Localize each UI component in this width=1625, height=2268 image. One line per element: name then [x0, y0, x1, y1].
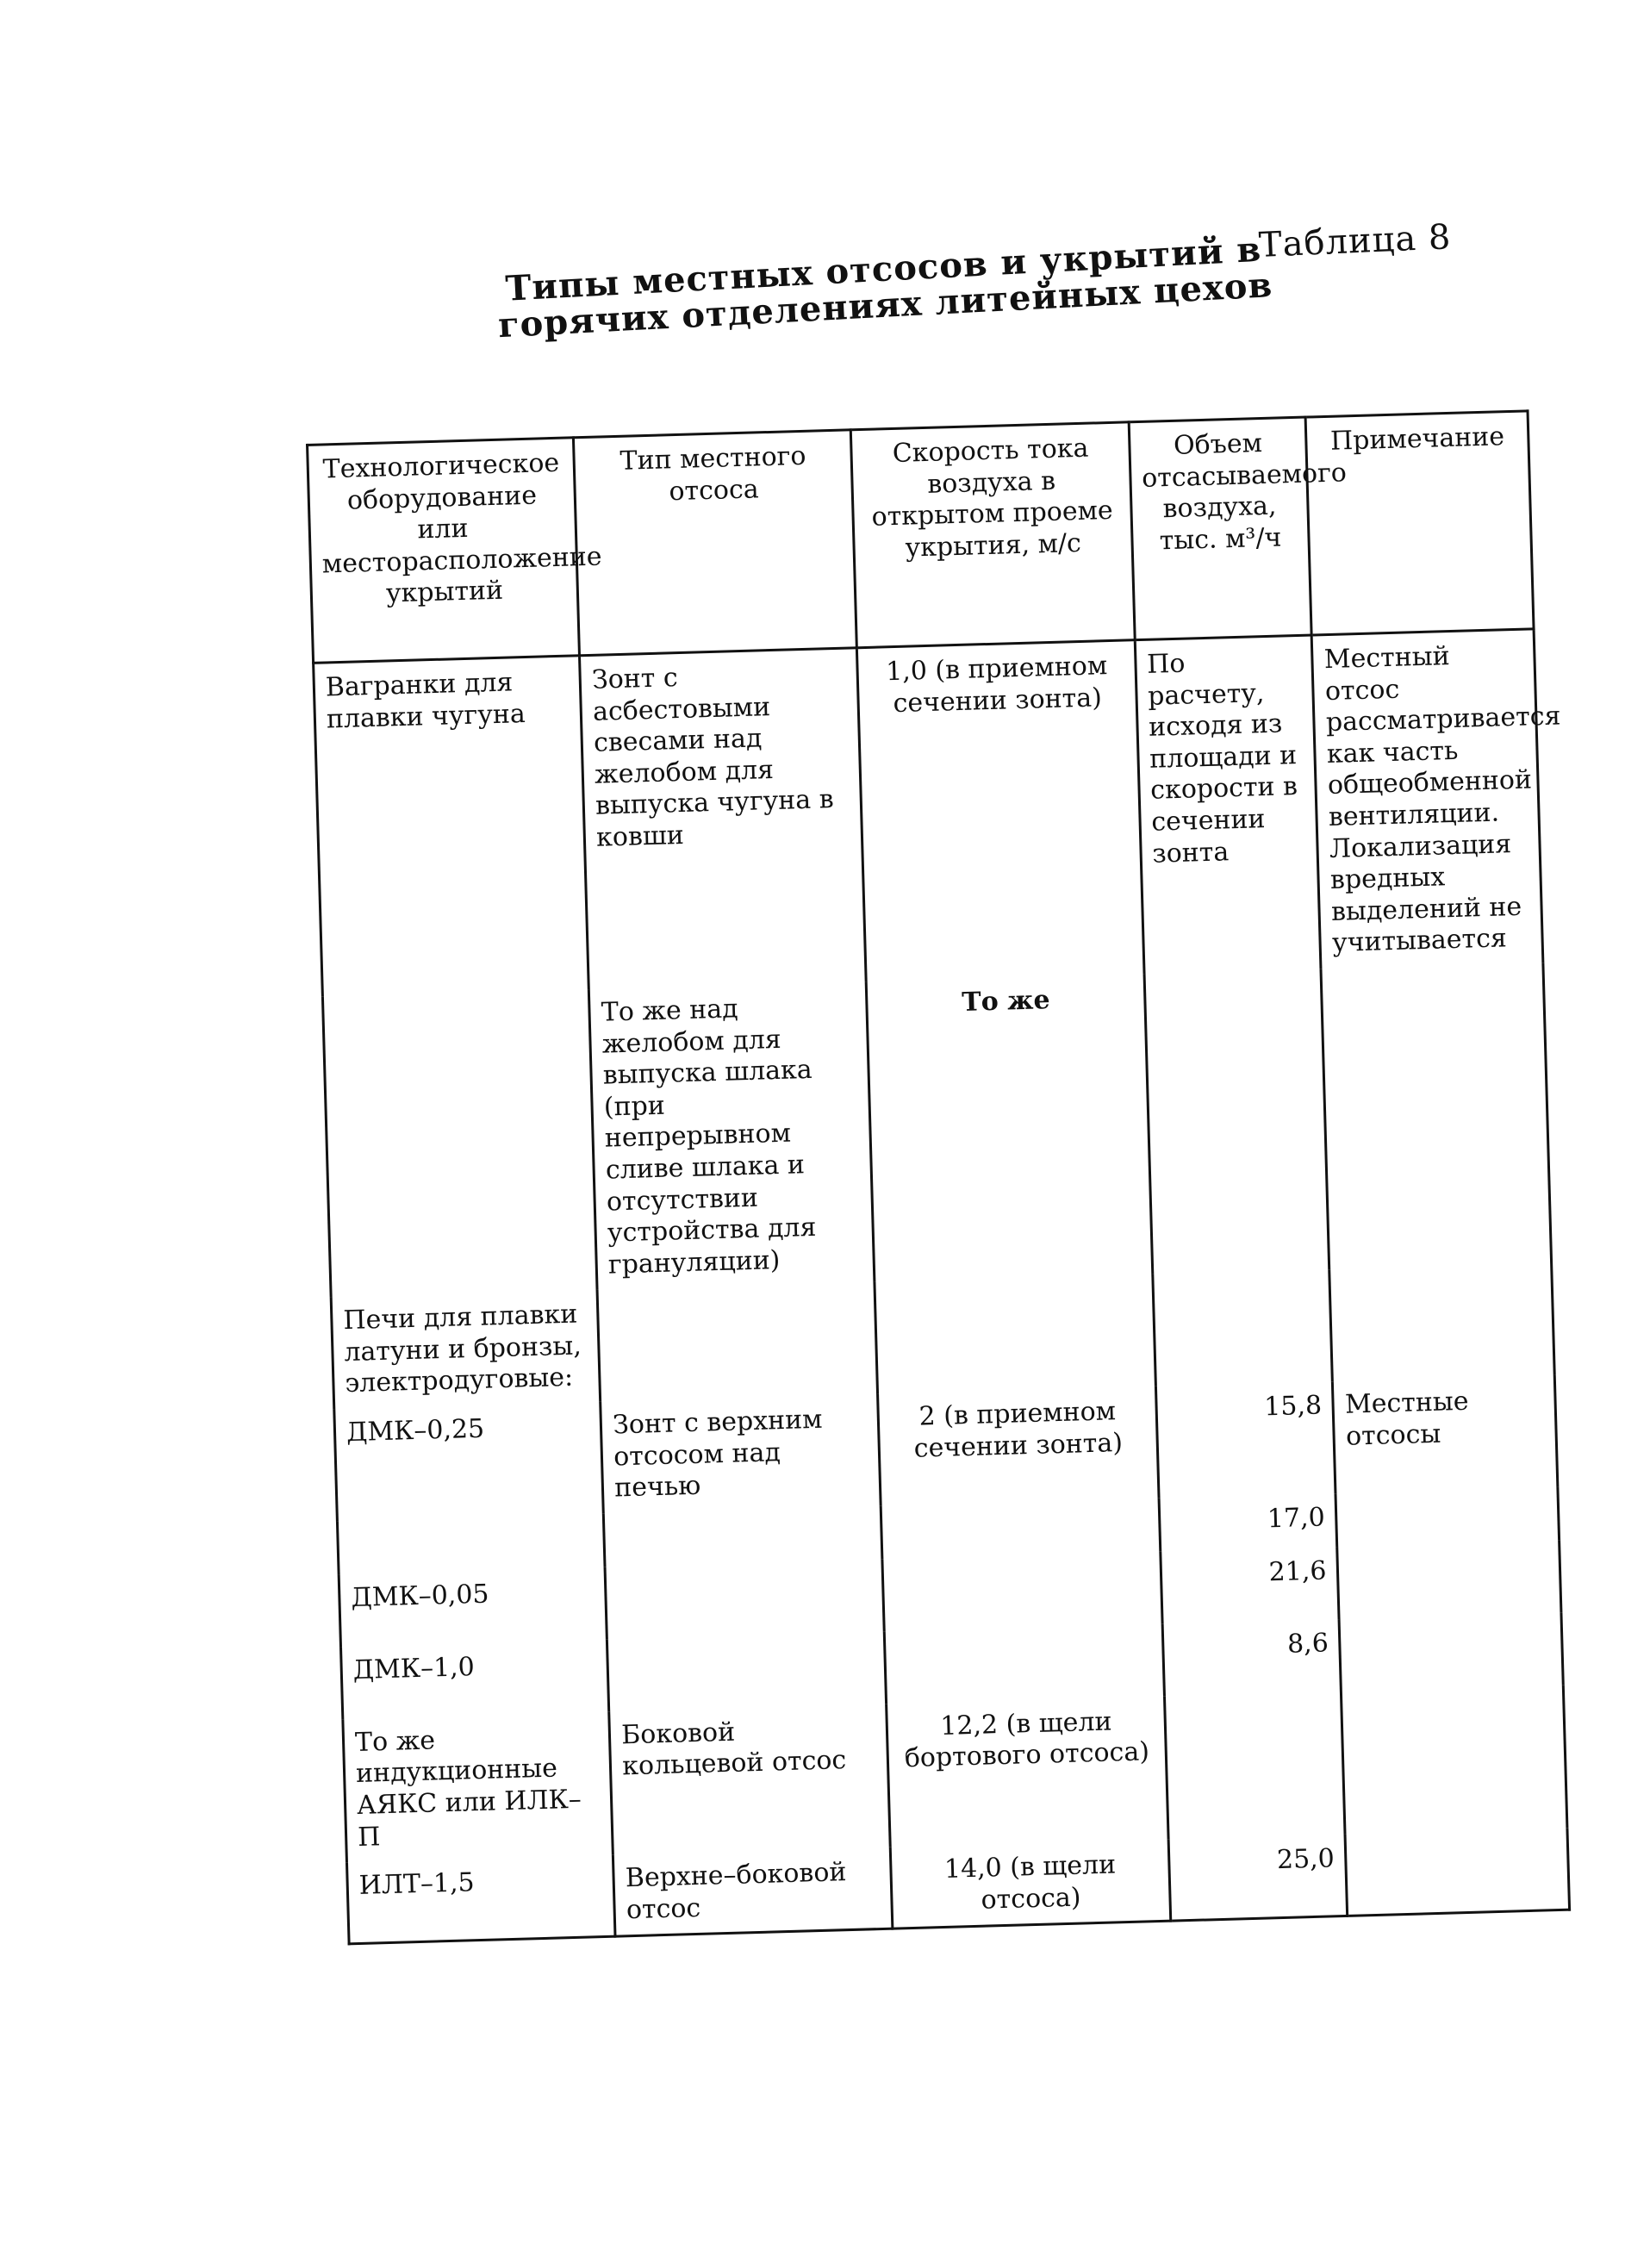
header-volume: Объем отсасываемого воздуха, тыс. м³/ч: [1129, 417, 1312, 640]
volume-cell: 15,8: [1155, 1381, 1335, 1498]
document-title: Типы местных отсосов и укрытий в горячих отделениях литейных цехов: [496, 228, 1274, 346]
speed-cell: То же: [867, 974, 1153, 1282]
note-cell: Местные отсосы: [1333, 1375, 1558, 1493]
type-cell: [597, 1282, 878, 1402]
equipment-cell: ДМК–0,05: [339, 1567, 607, 1648]
speed-cell: [881, 1498, 1161, 1560]
volume-cell: По расчету, исходя из площади и скорости в сечении зонта: [1135, 635, 1322, 974]
note-cell: [1329, 1263, 1554, 1381]
equipment-cell: [337, 1514, 605, 1575]
note-cell: [1321, 963, 1551, 1269]
type-cell: Зонт с асбестовыми свесами над желобом для выпуска чугуна в ковши: [580, 648, 867, 989]
note-cell: [1335, 1487, 1559, 1547]
note-cell: [1339, 1613, 1563, 1692]
equipment-cell: ИЛТ–1,5: [346, 1855, 615, 1944]
note-cell: [1342, 1685, 1567, 1835]
type-cell: Боковой кольцевой отсос: [609, 1704, 891, 1855]
equipment-cell: Печи для плавки латуни и бронзы, электродуговые:: [331, 1290, 601, 1409]
header-type: Тип местного отсоса: [574, 430, 857, 656]
equipment-cell: [322, 989, 597, 1298]
type-cell: То же над желобом для выпуска шлака (при непрерывном сливе шлака и отсутствии устройства для грануляции): [589, 981, 875, 1290]
volume-cell: 8,6: [1162, 1619, 1342, 1697]
type-cell: [607, 1632, 887, 1712]
table-body: [314, 629, 1570, 1944]
header-note: Примечание: [1306, 411, 1535, 635]
speed-cell: 2 (в приемном сечении зонта): [878, 1386, 1159, 1506]
speed-cell: 1,0 (в приемном сечении зонта): [857, 640, 1144, 981]
speed-cell: [882, 1552, 1161, 1632]
speed-cell: [875, 1274, 1155, 1394]
speed-cell: 14,0 (в щели отсоса): [891, 1840, 1171, 1929]
note-cell: Местный отсос рассматривается как часть общеобменной вентиляции. Локализация вредных выделений не учитывается: [1312, 629, 1543, 969]
type-cell: [605, 1560, 884, 1640]
table-header: [308, 411, 1535, 663]
speed-cell: [885, 1624, 1164, 1704]
speed-cell: 12,2 (в щели бортового отсоса): [887, 1697, 1168, 1847]
note-cell: [1337, 1541, 1561, 1619]
note-cell: [1345, 1829, 1569, 1916]
type-cell: [604, 1506, 883, 1567]
table-label: Таблица 8: [1258, 217, 1453, 265]
volume-cell: 21,6: [1160, 1547, 1339, 1624]
equipment-cell: То же индукционные АЯКС или ИЛК–П: [343, 1712, 613, 1863]
equipment-cell: ДМК–1,0: [341, 1640, 609, 1720]
equipment-cell: ДМК–0,25: [334, 1402, 604, 1521]
type-cell: Верхне–боковой отсос: [613, 1847, 893, 1937]
ventilation-table: [306, 409, 1571, 1945]
volume-cell: 17,0: [1159, 1493, 1337, 1552]
table-container: [306, 409, 1569, 1926]
header-speed: Скорость тока воздуха в открытом проеме укрытия, м/с: [851, 422, 1135, 648]
volume-cell: [1164, 1692, 1345, 1840]
equipment-cell: Вагранки для плавки чугуна: [314, 656, 589, 997]
header-equipment: Технологическое оборудование или месторасположение укрытий: [308, 438, 580, 664]
volume-cell: 25,0: [1168, 1835, 1348, 1921]
table-row: [314, 629, 1543, 997]
table-row: [322, 963, 1551, 1298]
volume-cell: [1152, 1269, 1332, 1386]
volume-cell: [1144, 969, 1329, 1274]
header-row: [308, 411, 1535, 663]
type-cell: Зонт с верхним отсосом над печью: [601, 1394, 881, 1514]
